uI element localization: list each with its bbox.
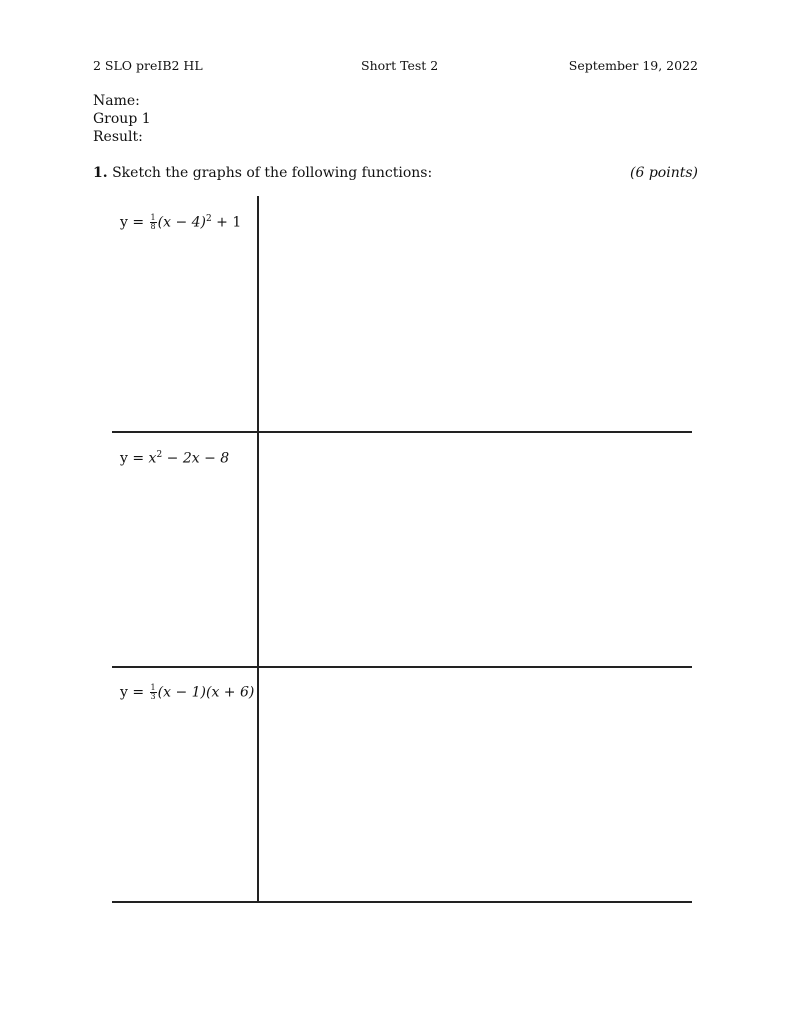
sketch-area-3[interactable] bbox=[259, 668, 692, 901]
sketch-area-2[interactable] bbox=[259, 433, 692, 666]
row-divider bbox=[112, 901, 692, 903]
function-3: y = $\frac{1}{3}$ (x − 1)(x + 6) bbox=[120, 683, 255, 701]
header-center: Short Test 2 bbox=[361, 58, 439, 73]
question-text: Sketch the graphs of the following functions: bbox=[112, 165, 433, 181]
question-number: 1. bbox=[93, 165, 108, 181]
question-1 bbox=[93, 165, 698, 181]
sketch-area-1[interactable] bbox=[259, 196, 692, 431]
function-1: y = $\frac{1}{8}$ $(x - 4)^2 + 1$ bbox=[120, 213, 242, 232]
group-label: Group 1 bbox=[93, 111, 151, 127]
answer-grid bbox=[112, 196, 692, 903]
result-label: Result: bbox=[93, 129, 143, 145]
name-label: Name: bbox=[93, 93, 140, 109]
header-right: September 19, 2022 bbox=[568, 58, 698, 73]
function-2: $y = x^2 - 2x - 8$ bbox=[120, 450, 230, 467]
header-left: 2 SLO preIB2 HL bbox=[93, 58, 203, 73]
question-points: (6 points) bbox=[630, 165, 698, 181]
